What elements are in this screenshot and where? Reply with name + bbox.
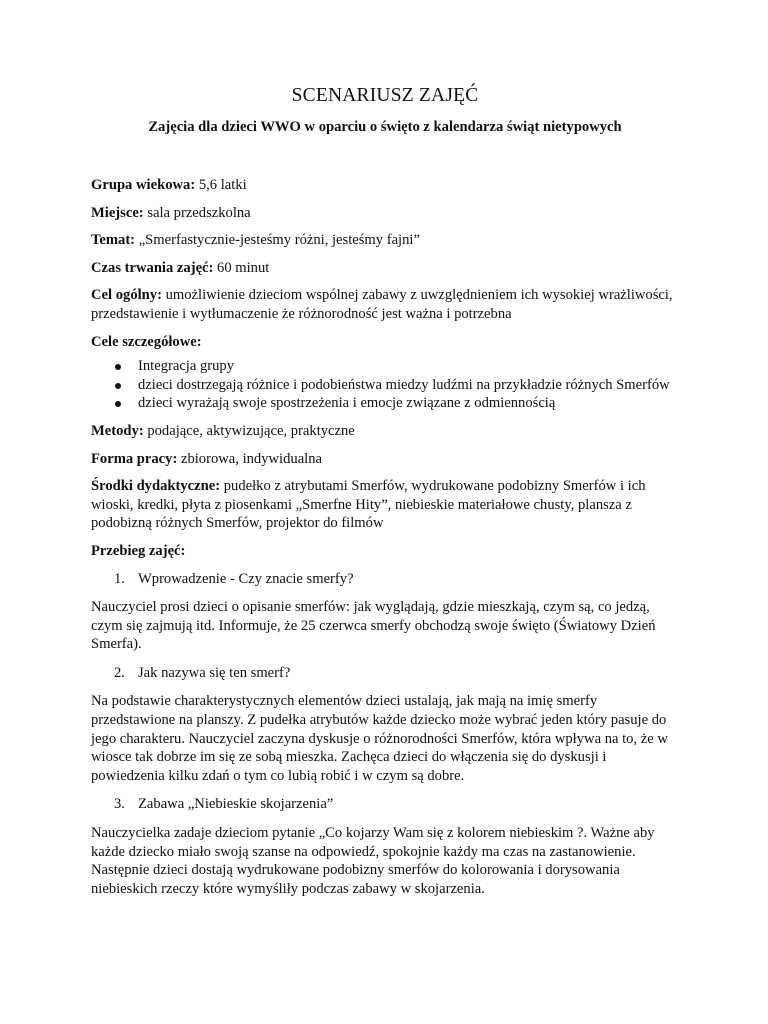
field-value: pudełko z atrybutami Smerfów, wydrukowane podobizny Smerfów i ich wioski, kredki, płyta z piosenkami „Smerfne Hity”, niebieskie materiałowe chusty, plansza z podobizną różnych Smerfów, projektor do filmów	[91, 478, 646, 532]
field-czas-trwania	[91, 259, 679, 278]
field-label: Forma pracy:	[91, 450, 178, 467]
bullet-icon	[115, 364, 121, 370]
step-3-description: Nauczycielka zadaje dzieciom pytanie „Co kojarzy Wam się z kolorem niebieskim ?. Ważne aby każde dziecko miało swoją szanse na odpowiedź, spokojnie każdy ma czas na zastanowienie. Następnie dzieci dostają wydrukowane podobizny smerfów do kolorowania i dorysowania niebieskich rzeczy które wymyśliły podczas zabawy w skojarzenia.	[91, 825, 655, 897]
step-2-title	[91, 664, 679, 683]
list-item-text: dzieci wyrażają swoje spostrzeżenia i emocje związane z odmiennością	[138, 395, 556, 412]
document-page	[91, 84, 679, 908]
field-value: zbiorowa, indywidualna	[177, 450, 323, 467]
field-miejsce	[91, 204, 679, 223]
field-label: Czas trwania zajęć:	[91, 259, 214, 276]
field-metody	[91, 422, 679, 441]
field-value: umożliwienie dzieciom wspólnej zabawy z uwzględnieniem ich wysokiej wrażliwości, przedstawienie i wytłumaczenie że różnorodność jest ważna i potrzebna	[91, 287, 673, 322]
field-value: 60 minut	[213, 259, 270, 276]
field-cel-ogolny	[91, 286, 679, 323]
field-label: Cel ogólny:	[91, 287, 162, 304]
step-1-title	[91, 570, 679, 589]
list-item	[91, 376, 679, 395]
list-item	[91, 357, 679, 376]
cele-szczegolowe-heading: Cele szczegółowe:	[91, 333, 202, 350]
field-temat	[91, 231, 679, 250]
field-label: Miejsce:	[91, 204, 144, 221]
field-forma-pracy	[91, 450, 679, 469]
step-title-text: Wprowadzenie - Czy znacie smerfy?	[138, 570, 354, 587]
field-grupa-wiekowa	[91, 176, 679, 195]
field-label: Środki dydaktyczne:	[91, 478, 221, 495]
field-value: sala przedszkolna	[143, 204, 251, 221]
bullet-icon	[115, 401, 121, 407]
document-title: SCENARIUSZ ZAJĘĆ	[291, 85, 479, 106]
field-value: podające, aktywizujące, praktyczne	[143, 422, 355, 439]
field-label: Grupa wiekowa:	[91, 177, 196, 193]
field-srodki-dydaktyczne	[91, 477, 679, 533]
step-3-title	[91, 795, 679, 814]
bullet-icon	[115, 383, 121, 389]
list-item	[91, 394, 679, 413]
field-value: „Smerfastycznie-jesteśmy różni, jesteśmy fajni”	[135, 232, 420, 249]
field-label: Temat:	[91, 232, 136, 249]
step-title-text: Zabawa „Niebieskie skojarzenia”	[138, 796, 334, 813]
field-label: Metody:	[91, 422, 144, 439]
step-number: 3.	[114, 796, 125, 813]
document-subtitle: Zajęcia dla dzieci WWO w oparciu o święto z kalendarza świąt nietypowych	[148, 119, 622, 135]
step-number: 2.	[114, 664, 125, 681]
list-item-text: dzieci dostrzegają różnice i podobieństwa miedzy ludźmi na przykładzie różnych Smerfów	[138, 376, 670, 393]
step-number: 1.	[114, 570, 125, 587]
cele-szczegolowe-list	[91, 357, 679, 413]
field-value: 5,6 latki	[195, 177, 247, 193]
step-title-text: Jak nazywa się ten smerf?	[138, 664, 291, 681]
list-item-text: Integracja grupy	[138, 358, 235, 375]
step-1-description: Nauczyciel prosi dzieci o opisanie smerfów: jak wyglądają, gdzie mieszkają, czym są, co jedzą, czym się zajmują itd. Informuje, że 25 czerwca smerfy obchodzą swoje święto (Światowy Dzień Smerfa).	[91, 599, 656, 653]
przebieg-heading: Przebieg zajęć:	[91, 542, 186, 559]
step-2-description: Na podstawie charakterystycznych elementów dzieci ustalają, jak mają na imię smerfy przedstawione na planszy. Z pudełka atrybutów każde dziecko może wybrać jeden który pasuje do jego charakteru. Nauczyciel zaczyna dyskusje o różnorodności Smerfów, która wpływa na to, że w wiosce tak dobrze im się ze sobą mieszka. Zachęca dzieci do włączenia się do dyskusji i powiedzenia kilku zdań o tym co lubią robić i w czym są dobre.	[91, 693, 668, 784]
